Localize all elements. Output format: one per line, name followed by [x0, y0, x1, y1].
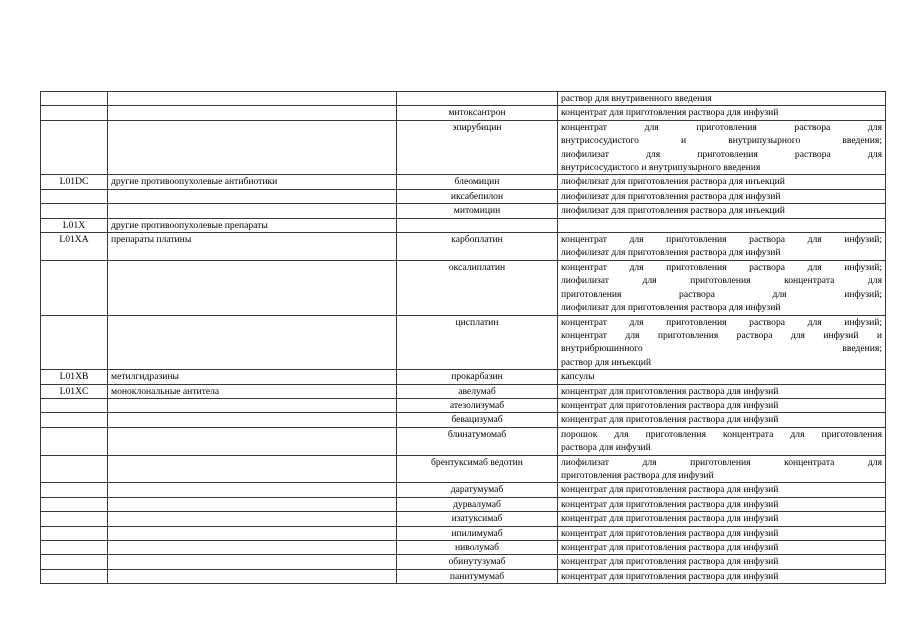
- anatomical-group-cell: [108, 189, 397, 203]
- anatomical-group-cell: [108, 427, 397, 455]
- table-row: [41, 260, 886, 315]
- dosage-form-cell: [558, 315, 886, 370]
- drug-name-cell: панитумумаб: [397, 569, 558, 583]
- table-row: [41, 175, 886, 189]
- table-row: [41, 315, 886, 370]
- drug-name-cell: брентуксимаб ведотин: [397, 455, 558, 483]
- drug-name-cell: эпирубицин: [397, 120, 558, 175]
- table-row: [41, 398, 886, 412]
- anatomical-group-cell: [108, 398, 397, 412]
- dosage-form-cell: [558, 260, 886, 315]
- drug-name-cell: авелумаб: [397, 384, 558, 398]
- drug-name-cell: иксабепилон: [397, 189, 558, 203]
- dosage-form-line: концентрат для приготовления раствора для инфузий: [561, 484, 779, 496]
- anatomical-group-cell: [108, 413, 397, 427]
- table-row: [41, 526, 886, 540]
- table-row: [41, 204, 886, 218]
- anatomical-group-cell: другие противоопухолевые препараты: [108, 218, 397, 232]
- dosage-form-cell: [558, 526, 886, 540]
- anatomical-group-cell: [108, 106, 397, 120]
- dosage-form-line: концентрат для приготовления раствора для инфузий;: [561, 234, 882, 246]
- dosage-form-line: раствор для внутривенного введения: [561, 93, 712, 104]
- drug-name-cell: митомицин: [397, 204, 558, 218]
- atc-code-cell: L01XB: [41, 370, 108, 384]
- anatomical-group-cell: [108, 512, 397, 526]
- dosage-form-line: концентрат для приготовления раствора для инфузий: [561, 556, 779, 568]
- dosage-form-cell: [558, 555, 886, 569]
- dosage-form-line: концентрат для приготовления раствора для инфузий: [561, 570, 779, 582]
- atc-code-cell: [41, 189, 108, 203]
- drug-name-cell: блеомицин: [397, 175, 558, 189]
- atc-code-cell: [41, 398, 108, 412]
- atc-code-cell: [41, 541, 108, 555]
- atc-code-cell: [41, 455, 108, 483]
- table-row: [41, 541, 886, 555]
- table-row: [41, 106, 886, 120]
- dosage-form-line: концентрат для приготовления раствора для инфузий: [561, 542, 779, 553]
- table-row: [41, 455, 886, 483]
- atc-code-cell: [41, 497, 108, 511]
- table-row: [41, 370, 886, 384]
- table-row: [41, 92, 886, 106]
- dosage-form-line: лиофилизат для приготовления раствора для инфузий: [561, 247, 781, 259]
- drug-name-cell: цисплатин: [397, 315, 558, 370]
- dosage-form-cell: [558, 175, 886, 189]
- drug-name-cell: атезолизумаб: [397, 398, 558, 412]
- drug-name-cell: блинатумомаб: [397, 427, 558, 455]
- anatomical-group-cell: [108, 92, 397, 106]
- dosage-form-line: капсулы: [561, 371, 595, 383]
- atc-code-cell: [41, 413, 108, 427]
- dosage-form-cell: [558, 384, 886, 398]
- dosage-form-line: приготовления раствора для инфузий: [561, 469, 714, 481]
- anatomical-group-cell: [108, 315, 397, 370]
- drug-name-cell: бевацизумаб: [397, 413, 558, 427]
- dosage-form-cell: [558, 483, 886, 497]
- dosage-form-line: приготовления раствора для инфузий;: [561, 288, 882, 300]
- table-row: [41, 233, 886, 261]
- dosage-form-line: лиофилизат для приготовления раствора для инфузий: [561, 302, 781, 314]
- anatomical-group-cell: другие противоопухолевые антибиотики: [108, 175, 397, 189]
- dosage-form-line: концентрат для приготовления раствора для инфузий;: [561, 261, 882, 273]
- dosage-form-line: концентрат для приготовления раствора для инфузий: [561, 107, 779, 119]
- anatomical-group-cell: метилгидразины: [108, 370, 397, 384]
- dosage-form-cell: [558, 512, 886, 526]
- atc-code-cell: [41, 512, 108, 526]
- drug-name-cell: дурвалумаб: [397, 497, 558, 511]
- dosage-form-line: лиофилизат для приготовления концентрата для: [561, 275, 882, 287]
- dosage-form-cell: [558, 106, 886, 120]
- dosage-form-line: порошок для приготовления концентрата для приготовления: [561, 428, 882, 440]
- dosage-form-cell: [558, 413, 886, 427]
- drug-name-cell: обинутузумаб: [397, 555, 558, 569]
- dosage-form-line: лиофилизат для приготовления раствора для: [561, 148, 882, 160]
- atc-code-cell: [41, 315, 108, 370]
- dosage-form-cell: [558, 541, 886, 555]
- atc-code-cell: [41, 526, 108, 540]
- dosage-form-line: концентрат для приготовления раствора для: [561, 121, 882, 133]
- drug-name-cell: [397, 218, 558, 232]
- atc-code-cell: [41, 555, 108, 569]
- table-row: [41, 120, 886, 175]
- table-row: [41, 189, 886, 203]
- drug-name-cell: оксалиплатин: [397, 260, 558, 315]
- anatomical-group-cell: [108, 120, 397, 175]
- drug-name-cell: изатуксимаб: [397, 512, 558, 526]
- dosage-form-line: внутрисосудистого и внутрипузырного введения: [561, 162, 761, 174]
- dosage-form-line: концентрат для приготовления раствора для инфузий: [561, 385, 779, 397]
- dosage-form-line: раствора для инфузий: [561, 442, 651, 454]
- atc-code-cell: [41, 106, 108, 120]
- dosage-form-cell: [558, 189, 886, 203]
- drug-name-cell: ипилимумаб: [397, 526, 558, 540]
- drug-name-cell: митоксантрон: [397, 106, 558, 120]
- anatomical-group-cell: [108, 541, 397, 555]
- dosage-form-line: концентрат для приготовления раствора для инфузий: [561, 527, 779, 539]
- drug-name-cell: [397, 92, 558, 106]
- dosage-form-line: внутрибрюшинного введения;: [561, 343, 882, 355]
- dosage-form-line: лиофилизат для приготовления раствора для инъекций: [561, 176, 785, 188]
- table-row: [41, 427, 886, 455]
- dosage-form-cell: [558, 427, 886, 455]
- atc-code-cell: [41, 120, 108, 175]
- dosage-form-cell: [558, 92, 886, 106]
- table-row: [41, 569, 886, 583]
- drug-name-cell: ниволумаб: [397, 541, 558, 555]
- anatomical-group-cell: [108, 455, 397, 483]
- dosage-form-line: лиофилизат для приготовления раствора для инфузий: [561, 190, 781, 202]
- anatomical-group-cell: [108, 526, 397, 540]
- dosage-form-line: лиофилизат для приготовления концентрата для: [561, 456, 882, 468]
- drug-list-table: [40, 91, 886, 584]
- table-row: [41, 497, 886, 511]
- anatomical-group-cell: [108, 497, 397, 511]
- table-row: [41, 384, 886, 398]
- anatomical-group-cell: препараты платины: [108, 233, 397, 261]
- dosage-form-cell: [558, 370, 886, 384]
- atc-code-cell: [41, 92, 108, 106]
- anatomical-group-cell: моноклональные антитела: [108, 384, 397, 398]
- dosage-form-cell: [558, 398, 886, 412]
- atc-code-cell: L01XC: [41, 384, 108, 398]
- anatomical-group-cell: [108, 555, 397, 569]
- dosage-form-cell: [558, 120, 886, 175]
- dosage-form-cell: [558, 497, 886, 511]
- anatomical-group-cell: [108, 483, 397, 497]
- anatomical-group-cell: [108, 204, 397, 218]
- table-body: [41, 92, 886, 584]
- atc-code-cell: [41, 569, 108, 583]
- dosage-form-cell: [558, 569, 886, 583]
- dosage-form-line: концентрат для приготовления раствора для инфузий: [561, 399, 779, 411]
- atc-code-cell: [41, 427, 108, 455]
- dosage-form-cell: [558, 233, 886, 261]
- dosage-form-line: концентрат для приготовления раствора для инфузий: [561, 513, 779, 525]
- dosage-form-cell: [558, 204, 886, 218]
- table-row: [41, 555, 886, 569]
- dosage-form-line: раствор для инъекций: [561, 356, 651, 368]
- drug-name-cell: прокарбазин: [397, 370, 558, 384]
- dosage-form-line: лиофилизат для приготовления раствора для инъекций: [561, 205, 785, 217]
- dosage-form-cell: [558, 218, 886, 232]
- dosage-form-line: концентрат для приготовления раствора для инфузий и: [561, 329, 882, 341]
- atc-code-cell: [41, 260, 108, 315]
- anatomical-group-cell: [108, 569, 397, 583]
- table-row: [41, 483, 886, 497]
- dosage-form-line: концентрат для приготовления раствора для инфузий;: [561, 316, 882, 328]
- dosage-form-cell: [558, 455, 886, 483]
- dosage-form-line: концентрат для приготовления раствора для инфузий: [561, 498, 779, 510]
- atc-code-cell: L01DC: [41, 175, 108, 189]
- dosage-form-line: концентрат для приготовления раствора для инфузий: [561, 414, 779, 426]
- drug-name-cell: карбоплатин: [397, 233, 558, 261]
- atc-code-cell: L01XA: [41, 233, 108, 261]
- atc-code-cell: L01X: [41, 218, 108, 232]
- atc-code-cell: [41, 483, 108, 497]
- anatomical-group-cell: [108, 260, 397, 315]
- table-row: [41, 512, 886, 526]
- drug-name-cell: даратумумаб: [397, 483, 558, 497]
- table-row: [41, 413, 886, 427]
- dosage-form-line: внутрисосудистого и внутрипузырного введения;: [561, 135, 882, 147]
- atc-code-cell: [41, 204, 108, 218]
- table-row: [41, 218, 886, 232]
